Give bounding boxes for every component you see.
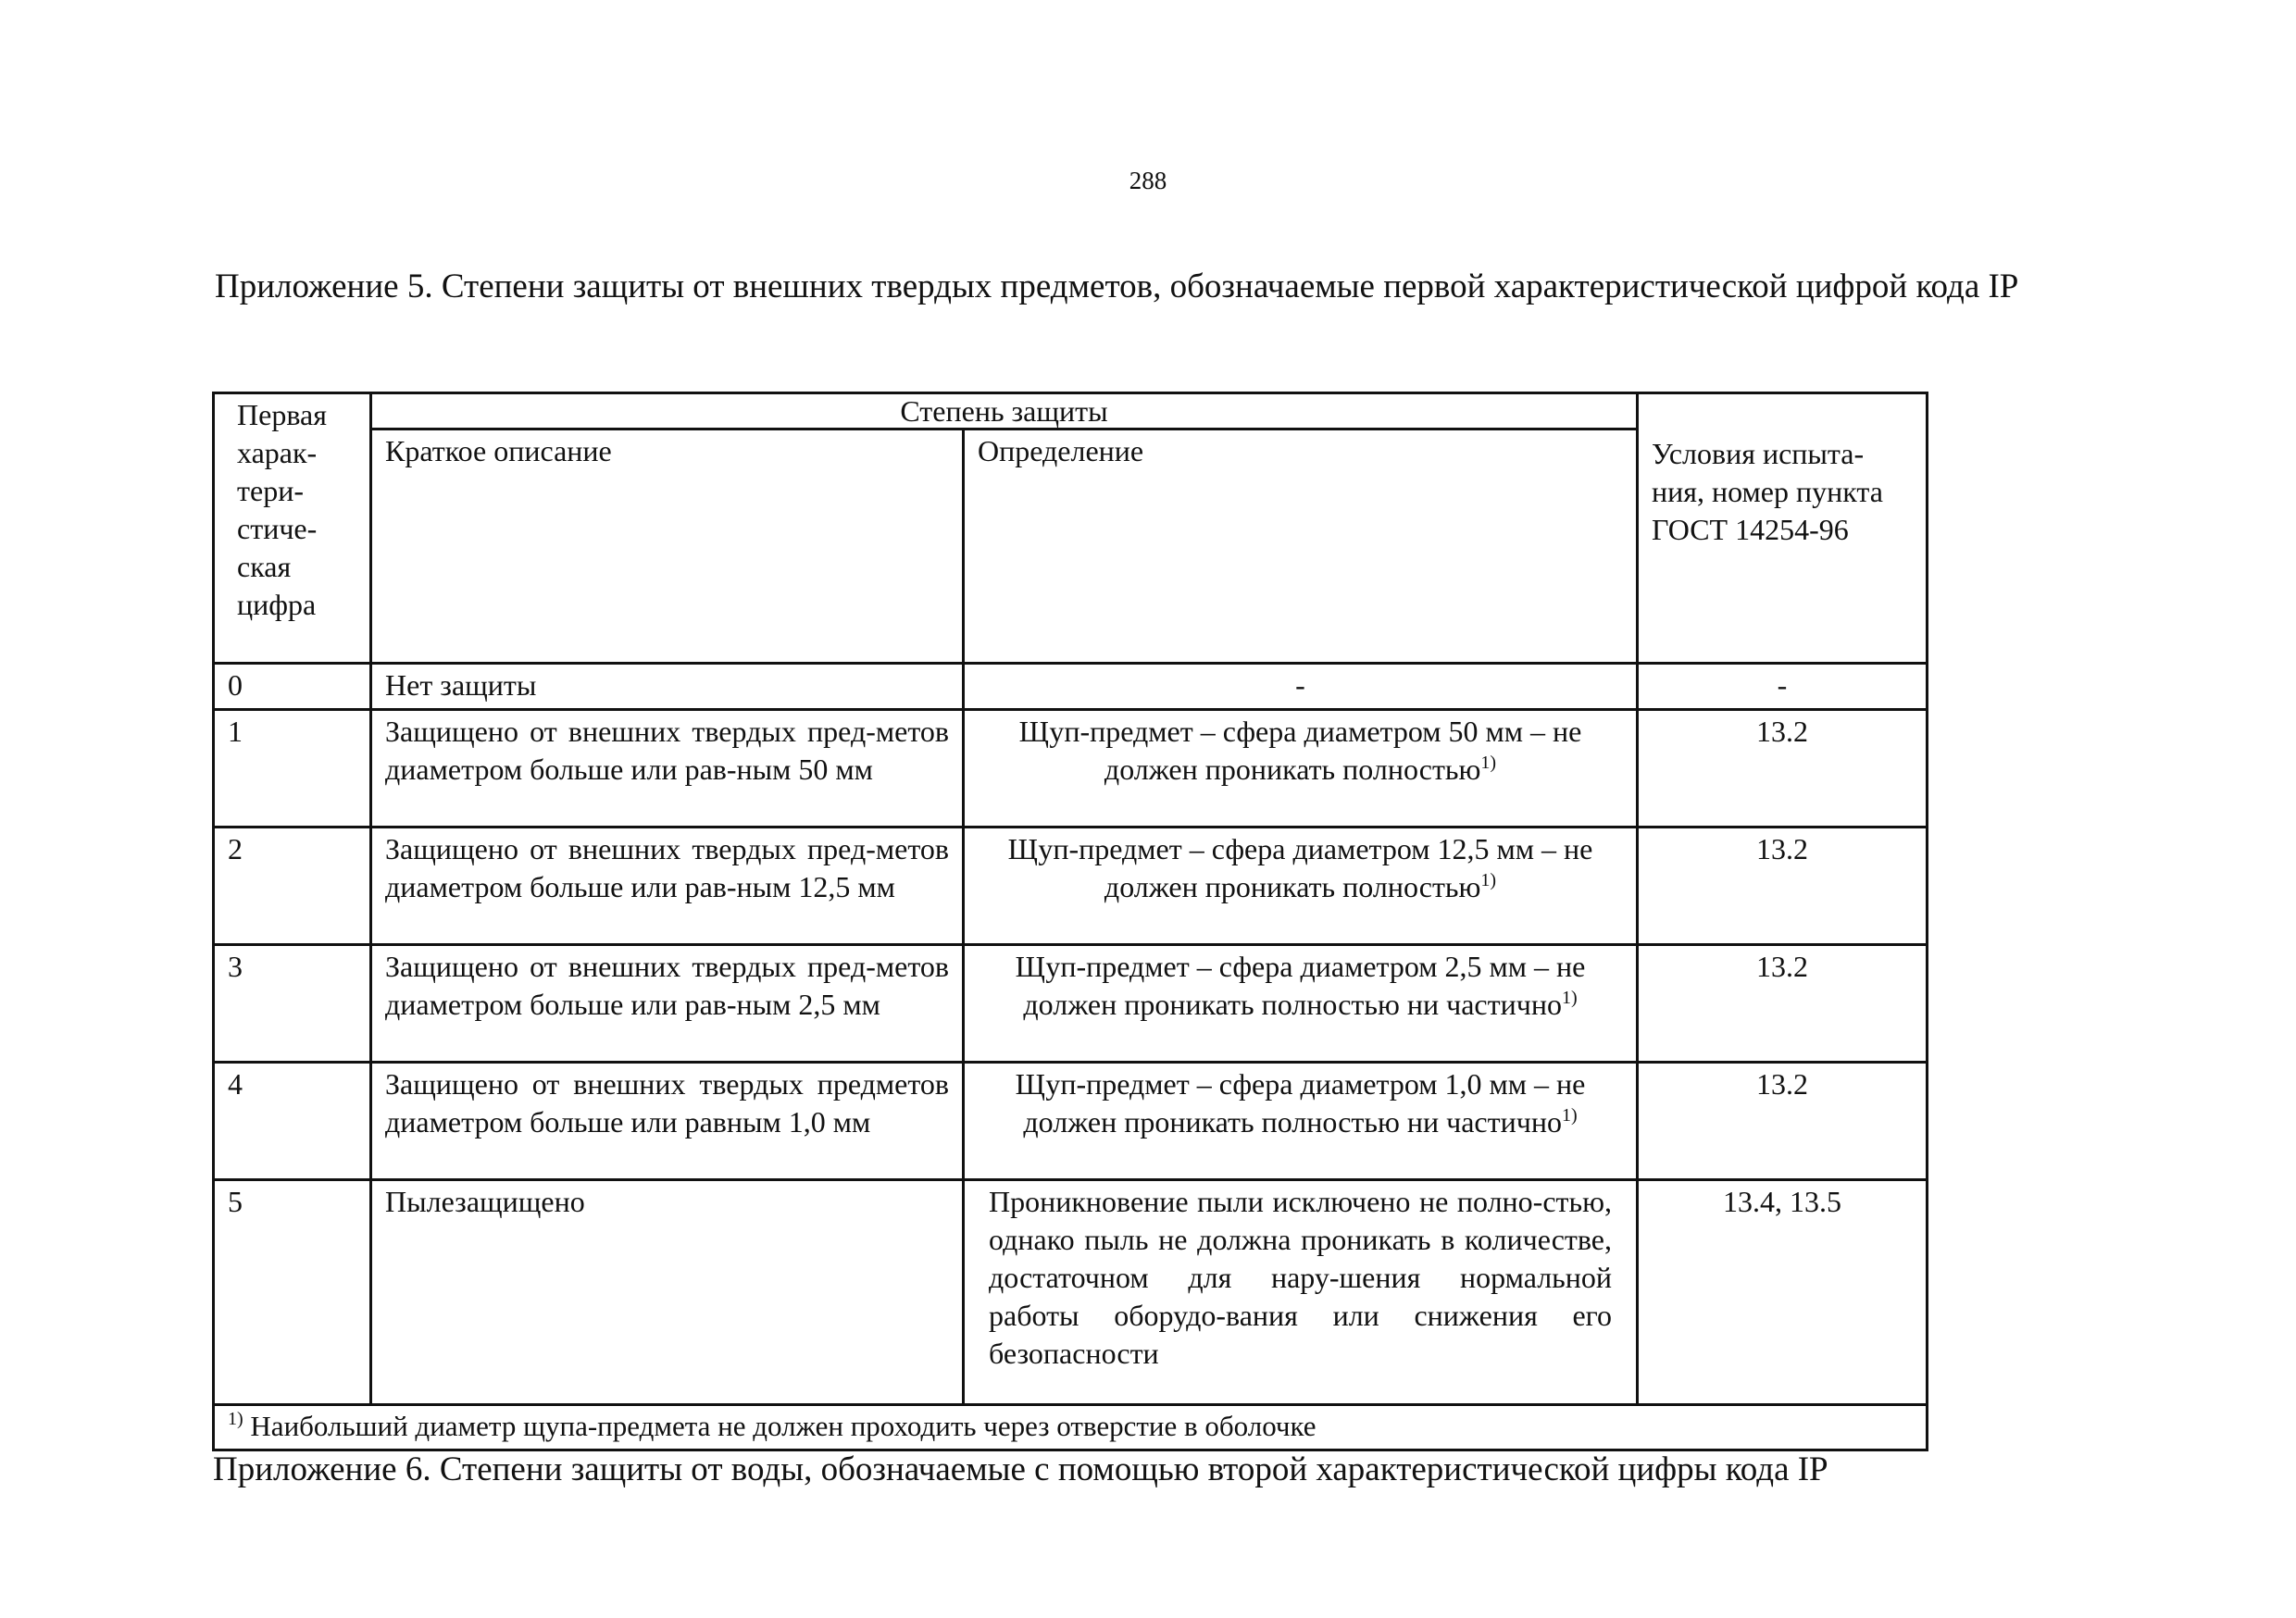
page-number: 288	[1129, 167, 1167, 194]
table-row	[214, 1180, 1928, 1405]
cell-test: 13.2	[1638, 828, 1928, 945]
cell-test: 13.2	[1638, 945, 1928, 1063]
cell-short-description: Нет защиты	[371, 664, 964, 710]
cell-test: 13.4, 13.5	[1638, 1180, 1928, 1405]
cell-definition	[964, 1180, 1638, 1405]
cell-definition	[964, 1063, 1638, 1180]
footnote-ref: 1)	[1561, 1105, 1578, 1126]
cell-definition	[964, 828, 1638, 945]
table-header-row	[214, 393, 1928, 429]
footnote-ref: 1)	[1480, 870, 1497, 890]
cell-definition	[964, 945, 1638, 1063]
header-test-conditions: Условия испыта-ния, номер пункта ГОСТ 14254-96	[1638, 393, 1928, 664]
footnote-ref: 1)	[1480, 753, 1497, 773]
footnote-text: Наибольший диаметр щупа-предмета не должен проходить через отверстие в оболочке	[250, 1410, 1316, 1442]
table-row	[214, 828, 1928, 945]
header-protection-degree: Степень защиты	[371, 393, 1638, 429]
table-row	[214, 1063, 1928, 1180]
cell-code: 3	[214, 945, 371, 1063]
cell-short-description: Защищено от внешних твердых пред-метов диаметром больше или рав-ным 2,5 мм	[371, 945, 964, 1063]
table-row	[214, 664, 1928, 710]
cell-test: -	[1638, 664, 1928, 710]
table-footnote-row	[214, 1405, 1928, 1450]
definition-text: Проникновение пыли исключено не полно-стью, однако пыль не должна проникать в количестве, достаточном для нару-шения нормальной работы оборудо-вания или снижения его безопасности	[989, 1185, 1612, 1370]
definition-text: Щуп-предмет – сфера диаметром 1,0 мм – не должен проникать полностью ни частично	[1015, 1067, 1586, 1139]
footnote-ref: 1)	[1561, 988, 1578, 1008]
table-row	[214, 710, 1928, 828]
cell-code: 4	[214, 1063, 371, 1180]
header-definition: Определение	[964, 429, 1638, 664]
cell-short-description: Защищено от внешних твердых пред-метов диаметром больше или рав-ным 50 мм	[371, 710, 964, 828]
definition-text: Щуп-предмет – сфера диаметром 50 мм – не должен проникать полностью	[1018, 715, 1582, 786]
cell-definition	[964, 710, 1638, 828]
header-first-digit: Первая харак-тери-стиче-ская цифра	[214, 393, 371, 664]
definition-text: -	[1295, 668, 1305, 702]
cell-code: 2	[214, 828, 371, 945]
cell-code: 1	[214, 710, 371, 828]
footnote-mark: 1)	[228, 1409, 243, 1429]
cell-code: 5	[214, 1180, 371, 1405]
table-row	[214, 945, 1928, 1063]
cell-short-description: Защищено от внешних твердых предметов диаметром больше или равным 1,0 мм	[371, 1063, 964, 1180]
cell-test: 13.2	[1638, 1063, 1928, 1180]
appendix-6-caption: Приложение 6. Степени защиты от воды, обозначаемые с помощью второй характеристической цифры кода IP	[213, 1450, 1828, 1488]
definition-text: Щуп-предмет – сфера диаметром 2,5 мм – не должен проникать полностью ни частично	[1015, 950, 1586, 1021]
table-footnote	[214, 1405, 1928, 1450]
definition-text: Щуп-предмет – сфера диаметром 12,5 мм – не должен проникать полностью	[1007, 832, 1593, 903]
appendix-5-caption: Приложение 5. Степени защиты от внешних твердых предметов, обозначаемые первой характеристической цифрой кода IP	[215, 268, 2019, 305]
cell-code: 0	[214, 664, 371, 710]
header-short-description: Краткое описание	[371, 429, 964, 664]
cell-short-description: Защищено от внешних твердых пред-метов диаметром больше или рав-ным 12,5 мм	[371, 828, 964, 945]
cell-definition	[964, 664, 1638, 710]
cell-short-description: Пылезащищено	[371, 1180, 964, 1405]
cell-test: 13.2	[1638, 710, 1928, 828]
ip-protection-table	[212, 392, 1928, 1451]
